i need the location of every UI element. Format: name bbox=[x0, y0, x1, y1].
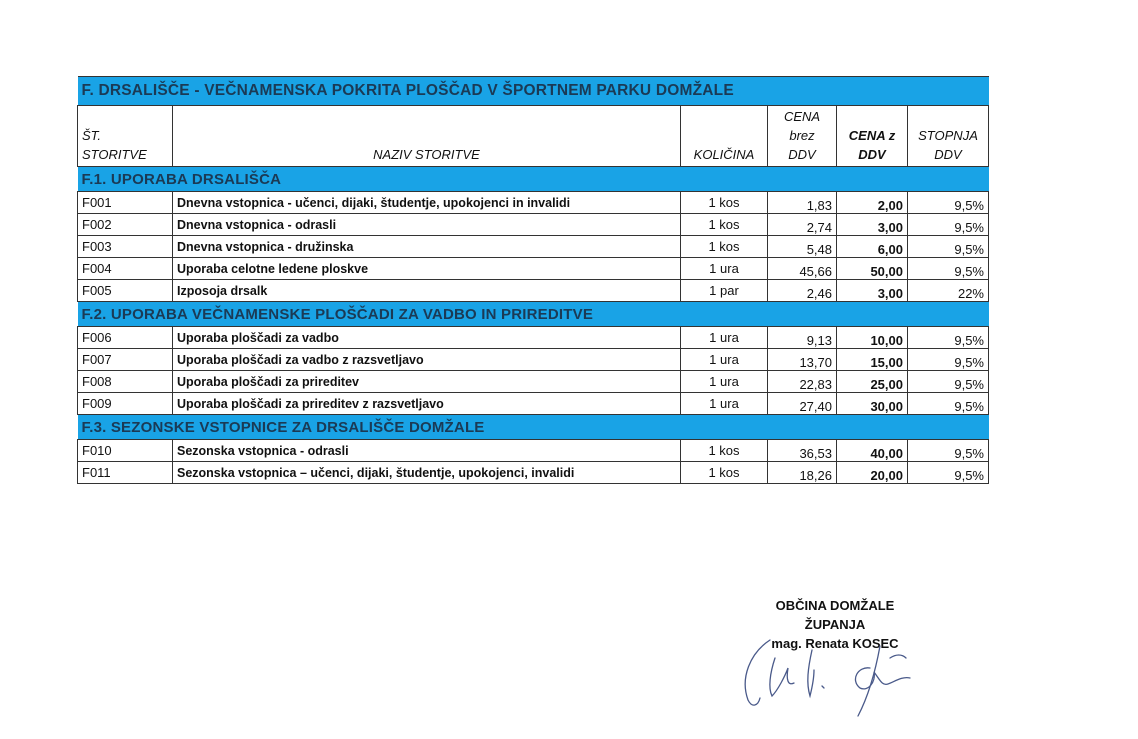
price-with-vat: 10,00 bbox=[837, 327, 908, 349]
price-with-vat: 2,00 bbox=[837, 192, 908, 214]
price-without-vat: 2,46 bbox=[768, 280, 837, 302]
price-without-vat: 9,13 bbox=[768, 327, 837, 349]
section-band bbox=[78, 167, 989, 192]
table-row bbox=[78, 393, 989, 415]
service-name: Uporaba ploščadi za prireditev z razsvetljavo bbox=[173, 393, 681, 415]
service-code: F011 bbox=[78, 462, 173, 484]
table-row bbox=[78, 349, 989, 371]
handwritten-signature bbox=[730, 628, 920, 718]
quantity: 1 kos bbox=[681, 440, 768, 462]
vat-rate: 9,5% bbox=[908, 214, 989, 236]
quantity: 1 kos bbox=[681, 192, 768, 214]
header-naziv-storitve: NAZIV STORITVE bbox=[173, 106, 681, 167]
header-st-storitve: ŠT. STORITVE bbox=[78, 106, 173, 167]
price-without-vat: 1,83 bbox=[768, 192, 837, 214]
vat-rate: 9,5% bbox=[908, 327, 989, 349]
price-without-vat: 36,53 bbox=[768, 440, 837, 462]
vat-rate: 9,5% bbox=[908, 393, 989, 415]
table-row bbox=[78, 192, 989, 214]
service-name: Dnevna vstopnica - učenci, dijaki, študentje, upokojenci in invalidi bbox=[173, 192, 681, 214]
service-code: F006 bbox=[78, 327, 173, 349]
price-list-table bbox=[77, 76, 989, 484]
table-row bbox=[78, 371, 989, 393]
municipality-name: OBČINA DOMŽALE bbox=[775, 598, 895, 613]
section-f-header bbox=[78, 77, 989, 106]
service-name: Sezonska vstopnica – učenci, dijaki, študentje, upokojenci, invalidi bbox=[173, 462, 681, 484]
mayor-title: ŽUPANJA bbox=[804, 617, 866, 632]
section-band bbox=[78, 415, 989, 440]
service-name: Uporaba ploščadi za vadbo bbox=[173, 327, 681, 349]
service-code: F002 bbox=[78, 214, 173, 236]
price-with-vat: 25,00 bbox=[837, 371, 908, 393]
table-row bbox=[78, 214, 989, 236]
header-kolicina: KOLIČINA bbox=[681, 106, 768, 167]
price-with-vat: 50,00 bbox=[837, 258, 908, 280]
quantity: 1 ura bbox=[681, 258, 768, 280]
header-cena-z-ddv: CENA z DDV bbox=[837, 106, 908, 167]
quantity: 1 par bbox=[681, 280, 768, 302]
quantity: 1 ura bbox=[681, 349, 768, 371]
vat-rate: 9,5% bbox=[908, 258, 989, 280]
price-without-vat: 13,70 bbox=[768, 349, 837, 371]
table-row bbox=[78, 280, 989, 302]
price-without-vat: 18,26 bbox=[768, 462, 837, 484]
mayor-name: mag. Renata KOSEC bbox=[771, 636, 899, 651]
quantity: 1 kos bbox=[681, 236, 768, 258]
price-with-vat: 40,00 bbox=[837, 440, 908, 462]
service-name: Izposoja drsalk bbox=[173, 280, 681, 302]
section-title: F.3. SEZONSKE VSTOPNICE ZA DRSALIŠČE DOMŽALE bbox=[78, 415, 989, 440]
column-header-row bbox=[78, 106, 989, 167]
header-stopnja-ddv: STOPNJA DDV bbox=[908, 106, 989, 167]
service-code: F007 bbox=[78, 349, 173, 371]
service-code: F003 bbox=[78, 236, 173, 258]
service-name: Uporaba celotne ledene ploskve bbox=[173, 258, 681, 280]
price-without-vat: 5,48 bbox=[768, 236, 837, 258]
quantity: 1 kos bbox=[681, 214, 768, 236]
table-row bbox=[78, 327, 989, 349]
table-row bbox=[78, 440, 989, 462]
section-f-title: F. DRSALIŠČE - VEČNAMENSKA POKRITA PLOŠČAD V ŠPORTNEM PARKU DOMŽALE bbox=[78, 77, 989, 106]
section-title: F.2. UPORABA VEČNAMENSKE PLOŠČADI ZA VADBO IN PRIREDITVE bbox=[78, 302, 989, 327]
service-code: F009 bbox=[78, 393, 173, 415]
section-title: F.1. UPORABA DRSALIŠČA bbox=[78, 167, 989, 192]
service-name: Uporaba ploščadi za prireditev bbox=[173, 371, 681, 393]
service-name: Dnevna vstopnica - družinska bbox=[173, 236, 681, 258]
price-without-vat: 22,83 bbox=[768, 371, 837, 393]
vat-rate: 9,5% bbox=[908, 371, 989, 393]
price-with-vat: 6,00 bbox=[837, 236, 908, 258]
price-without-vat: 27,40 bbox=[768, 393, 837, 415]
price-with-vat: 30,00 bbox=[837, 393, 908, 415]
price-with-vat: 3,00 bbox=[837, 214, 908, 236]
service-code: F010 bbox=[78, 440, 173, 462]
vat-rate: 9,5% bbox=[908, 192, 989, 214]
table-row bbox=[78, 236, 989, 258]
price-without-vat: 2,74 bbox=[768, 214, 837, 236]
price-with-vat: 15,00 bbox=[837, 349, 908, 371]
quantity: 1 ura bbox=[681, 393, 768, 415]
table-row bbox=[78, 462, 989, 484]
service-code: F001 bbox=[78, 192, 173, 214]
vat-rate: 9,5% bbox=[908, 349, 989, 371]
vat-rate: 9,5% bbox=[908, 440, 989, 462]
price-with-vat: 3,00 bbox=[837, 280, 908, 302]
table-row bbox=[78, 258, 989, 280]
quantity: 1 ura bbox=[681, 327, 768, 349]
service-code: F004 bbox=[78, 258, 173, 280]
service-name: Sezonska vstopnica - odrasli bbox=[173, 440, 681, 462]
vat-rate: 9,5% bbox=[908, 462, 989, 484]
vat-rate: 22% bbox=[908, 280, 989, 302]
price-with-vat: 20,00 bbox=[837, 462, 908, 484]
price-without-vat: 45,66 bbox=[768, 258, 837, 280]
service-code: F008 bbox=[78, 371, 173, 393]
header-cena-brez-ddv: CENA brez DDV bbox=[768, 106, 837, 167]
service-name: Uporaba ploščadi za vadbo z razsvetljavo bbox=[173, 349, 681, 371]
quantity: 1 kos bbox=[681, 462, 768, 484]
quantity: 1 ura bbox=[681, 371, 768, 393]
service-code: F005 bbox=[78, 280, 173, 302]
section-band bbox=[78, 302, 989, 327]
vat-rate: 9,5% bbox=[908, 236, 989, 258]
service-name: Dnevna vstopnica - odrasli bbox=[173, 214, 681, 236]
